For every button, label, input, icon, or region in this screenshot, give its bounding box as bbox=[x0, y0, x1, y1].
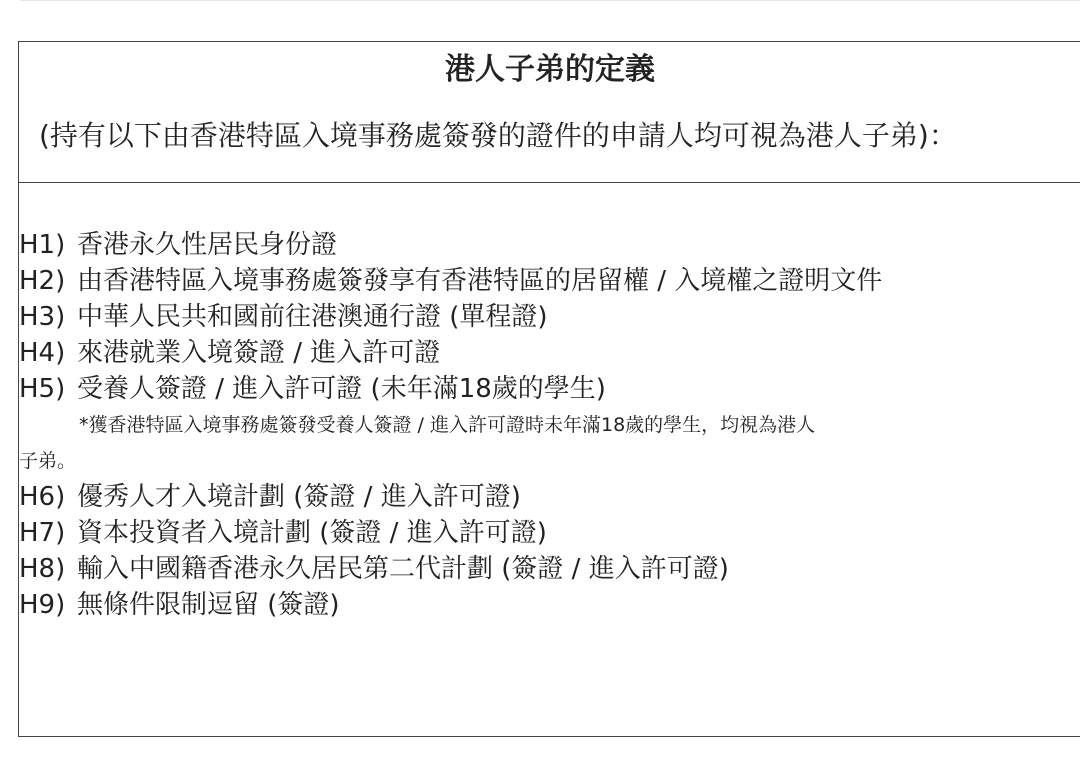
item-code: H3) bbox=[19, 302, 66, 332]
item-text: 無條件限制逗留 (簽證) bbox=[77, 590, 340, 620]
list-item-h6 bbox=[19, 479, 1080, 515]
item-text: 受養人簽證 / 進入許可證 (未年滿18歲的學生) bbox=[77, 374, 606, 404]
list-item-h4 bbox=[19, 335, 1080, 371]
item-text: 由香港特區入境事務處簽發享有香港特區的居留權 / 入境權之證明文件 bbox=[77, 266, 883, 296]
box-subtitle: (持有以下由香港特區入境事務處簽發的證件的申請人均可視為港人子弟)： bbox=[39, 119, 957, 152]
item-code: H4) bbox=[19, 338, 66, 368]
note-line-1: *獲香港特區入境事務處簽發受養人簽證 / 進入許可證時未年滿18歲的學生，均視為港人 bbox=[79, 414, 816, 436]
list-item-h5 bbox=[19, 371, 1080, 407]
item-code: H6) bbox=[19, 482, 66, 512]
list-item-h9 bbox=[19, 587, 1080, 623]
item-code: H2) bbox=[19, 266, 66, 296]
item-text: 優秀人才入境計劃 (簽證 / 進入許可證) bbox=[77, 482, 521, 512]
box-header bbox=[19, 42, 1080, 183]
item-code: H1) bbox=[19, 230, 66, 260]
list-item-h7 bbox=[19, 515, 1080, 551]
list-item-h8 bbox=[19, 551, 1080, 587]
list-item-h2 bbox=[19, 263, 1080, 299]
definition-box bbox=[18, 41, 1080, 737]
item-text: 輸入中國籍香港永久居民第二代計劃 (簽證 / 進入許可證) bbox=[77, 554, 729, 584]
box-title: 港人子弟的定義 bbox=[445, 52, 655, 87]
item-code: H5) bbox=[19, 374, 66, 404]
note-line-2: 子弟。 bbox=[19, 450, 77, 472]
item-code: H9) bbox=[19, 590, 66, 620]
document-list bbox=[19, 227, 1080, 623]
item-text: 中華人民共和國前往港澳通行證 (單程證) bbox=[77, 302, 548, 332]
item-text: 資本投資者入境計劃 (簽證 / 進入許可證) bbox=[77, 518, 547, 548]
item-code: H8) bbox=[19, 554, 66, 584]
item-text: 香港永久性居民身份證 bbox=[77, 230, 338, 260]
list-item-h1 bbox=[19, 227, 1080, 263]
item-code: H7) bbox=[19, 518, 66, 548]
top-divider bbox=[20, 0, 1080, 1]
item-text: 來港就業入境簽證 / 進入許可證 bbox=[77, 338, 441, 368]
list-item-h3 bbox=[19, 299, 1080, 335]
